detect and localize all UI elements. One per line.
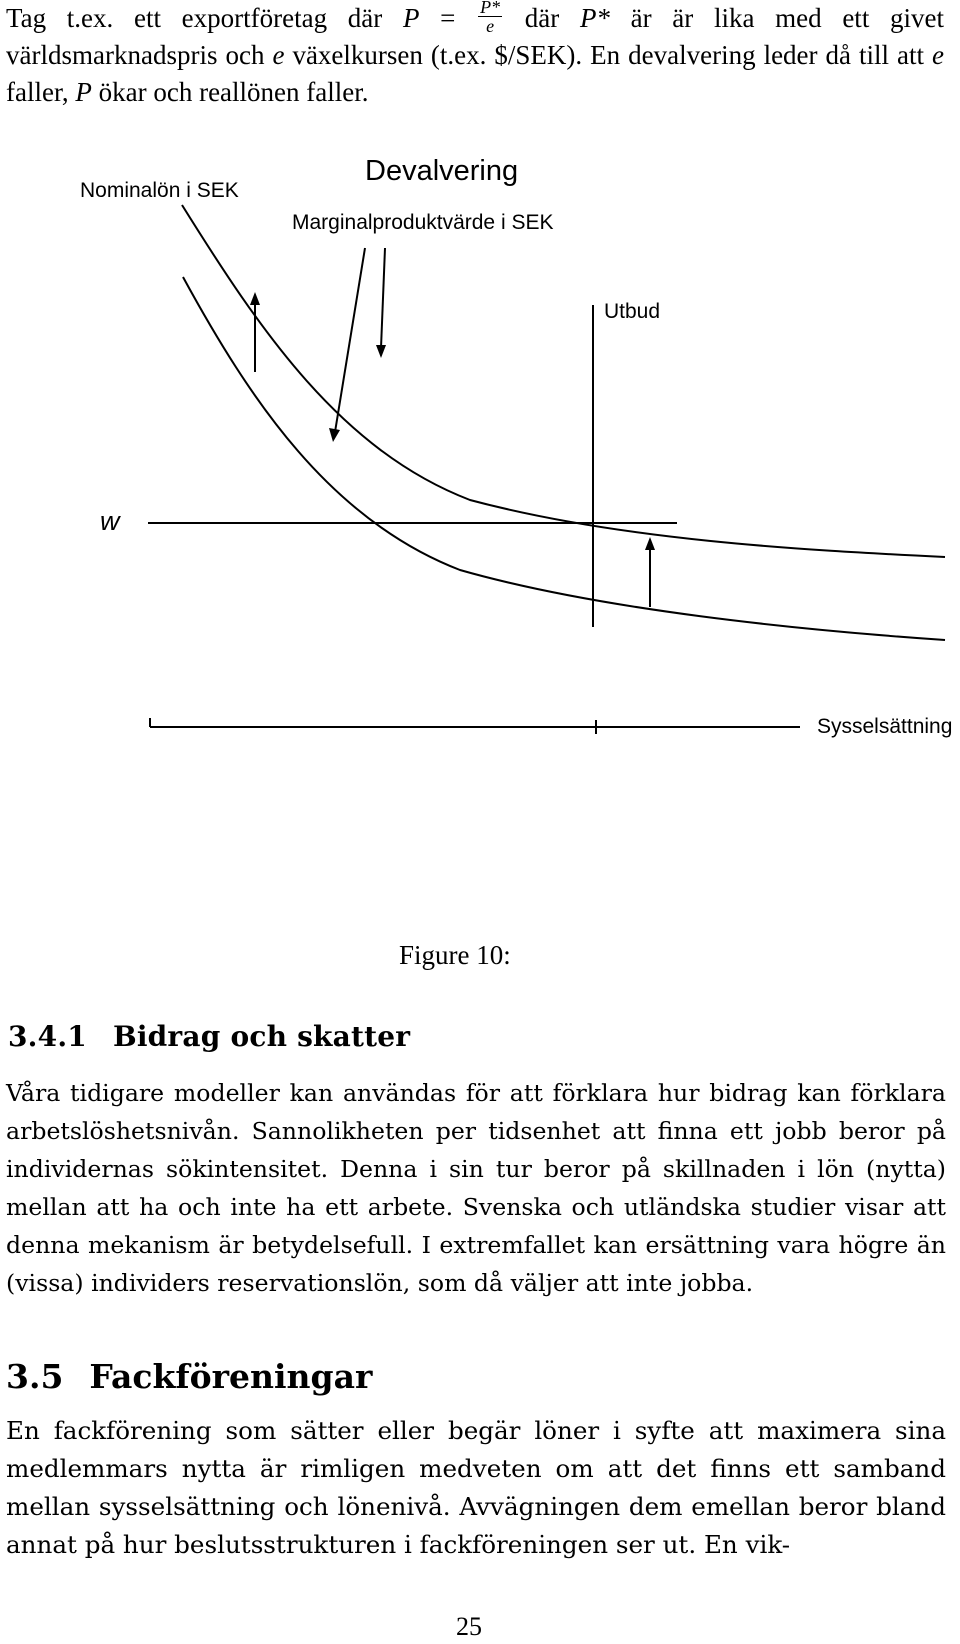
subsection-number: 3.4.1	[8, 1020, 87, 1053]
math-P: P	[75, 77, 92, 107]
paragraph-text: En fackförening som sätter eller begär löner i syfte att maximera sina medlemmars nytta är rimligen medveten om att det finns ett samband mellan sysselsättning och lönenivå. Avvägningen dem emellan beror bland annat på hur beslutsstrukturen i fackföreningen ser ut. En vik-	[6, 1416, 946, 1559]
intro-text: växelkursen (t.ex. $/SEK). En devalvering leder då till att	[284, 40, 933, 70]
fraction-numerator: P*	[480, 0, 501, 18]
up-arrow-icon	[645, 537, 655, 550]
figure-caption: Figure 10:	[399, 940, 511, 970]
fraction-denominator: e	[486, 16, 495, 37]
section-heading	[6, 1357, 372, 1396]
math-e: e	[932, 40, 945, 70]
math-e: e	[272, 40, 285, 70]
mpv-curve-shifted	[182, 205, 945, 557]
intro-text: ökar och reallönen faller.	[91, 77, 369, 107]
page-number: 25	[456, 1612, 482, 1641]
nominal-wage-label: Nominalön i SEK	[80, 179, 239, 202]
pointer-arrow-shaft	[335, 248, 365, 432]
math-equals: =	[419, 3, 477, 33]
subsection-heading	[8, 1020, 410, 1053]
supply-label: Utbud	[604, 300, 661, 323]
intro-text: där	[504, 3, 580, 33]
intro-text: är är lika med ett givet världsmarknadspris och	[6, 3, 944, 70]
math-P: P	[402, 3, 420, 33]
mpv-curve-original	[183, 277, 945, 640]
figure-title: Devalvering	[365, 155, 519, 187]
pointer-arrow-shaft	[381, 248, 385, 348]
intro-text: faller,	[6, 77, 76, 107]
pointer-arrow-icon	[329, 428, 340, 442]
paragraph-text: Våra tidigare modeller kan användas för att förklara hur bidrag kan förklara arbetslöshetsnivån. Sannolikheten per tidsenhet att finna ett jobb beror på individernas sökintensitet. Denna i sin tur beror på skillnaden i lön (nytta) mellan att ha och inte ha ett arbete. Svenska och utländska studier visar att denna mekanism är betydelsefull. I extremfallet kan ersättning vara högre än (vissa) individers reservationslön, som då väljer att inte jobba.	[6, 1079, 946, 1297]
paragraph-fackforeningar	[6, 1412, 946, 1564]
subsection-title: Bidrag och skatter	[112, 1020, 411, 1053]
section-title: Fackföreningar	[89, 1357, 373, 1396]
section-number: 3.5	[6, 1357, 64, 1396]
up-arrow-icon	[250, 292, 260, 305]
pointer-arrow-icon	[376, 345, 386, 358]
math-P-star: P*	[579, 3, 610, 33]
mpv-label: Marginalproduktvärde i SEK	[292, 211, 554, 234]
wage-label: w	[100, 506, 120, 536]
paragraph-bidrag	[6, 1074, 946, 1302]
employment-label: Sysselsättning	[817, 715, 953, 738]
intro-text: Tag t.ex. ett exportföretag där	[6, 3, 403, 33]
